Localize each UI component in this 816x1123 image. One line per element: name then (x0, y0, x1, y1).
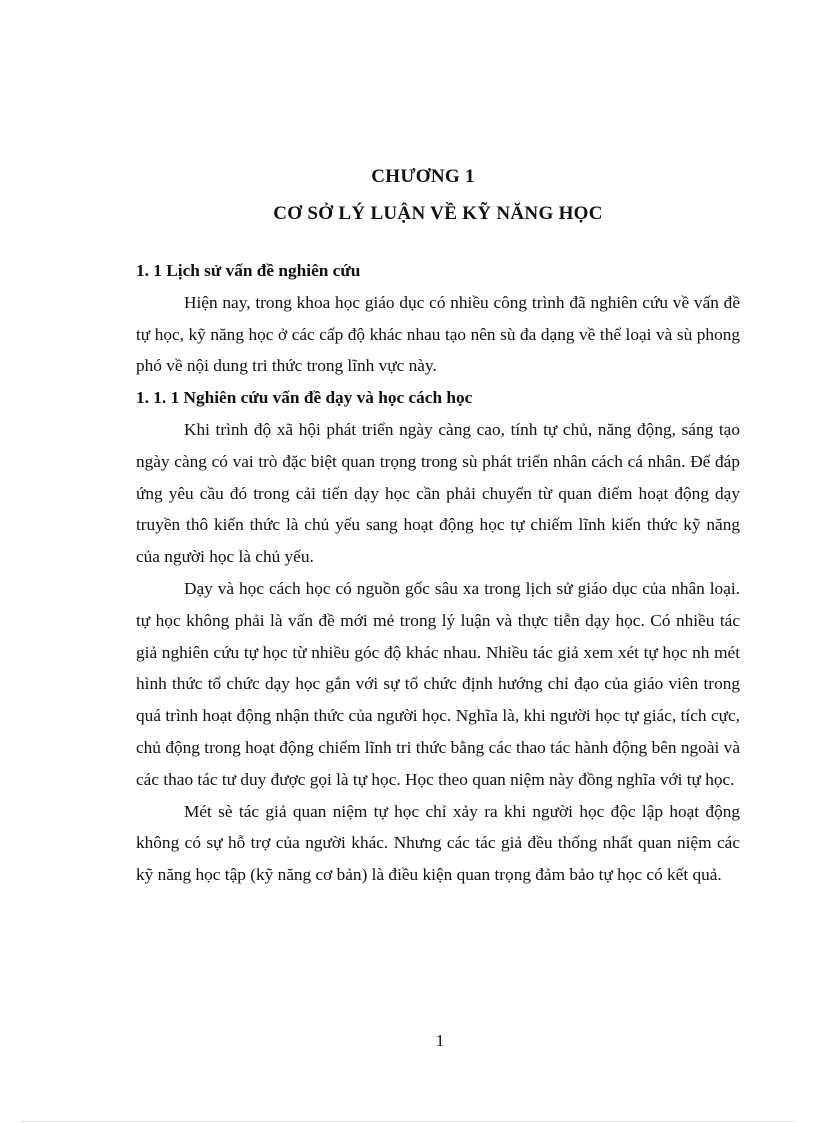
section-heading-history: 1. 1 Lịch sử vấn đề nghiên cứu (136, 261, 361, 280)
chapter-label: CHƯƠNG 1 (371, 166, 475, 187)
paragraph: Hiện nay, trong khoa học giáo dục có nhiều công trình đã nghiên cứu về vấn đề tự học, kỹ năng học ở các cấp độ khác nhau tạo nên sù đa dạng về thể loại và sù phong phó về nội dung tri thức trong lĩnh vực này. (136, 292, 740, 376)
paragraph: Dạy và học cách học có nguồn gốc sâu xa trong lịch sử giáo dục của nhân loại. tự học không phải là vấn đề mới mẻ trong lý luận và thực tiễn dạy học. Có nhiều tác giả nghiên cứu tự học từ nhiều góc độ khác nhau. Nhiều tác giả xem xét tự học nh mét hình thức tổ chức dạy học gắn với sự tổ chức định hướng chỉ đạo của giáo viên trong quá trình hoạt động nhận thức của người học. Nghĩa là, khi người học tự giác, tích cực, chủ động trong hoạt động chiếm lĩnh tri thức bằng các thao tác hành động bên ngoài và các thao tác tư duy được gọi là tự học. Học theo quan niệm này đồng nghĩa với tự học. (136, 578, 740, 789)
chapter-title: CƠ SỞ LÝ LUẬN VỀ KỸ NĂNG HỌC (273, 203, 603, 224)
paragraph: Mét sè tác giả quan niệm tự học chỉ xảy ra khi người học độc lập hoạt động không có sự hỗ trợ của người khác. Nhưng các tác giả đều thống nhất quan niệm các kỹ năng học tập (kỹ năng cơ bản) là điều kiện quan trọng đảm bảo tự học có kết quả. (136, 801, 740, 885)
page-bottom-divider (22, 1121, 794, 1122)
subsection-heading-learning-how-to-learn: 1. 1. 1 Nghiên cứu vấn đề dạy và học cách học (136, 388, 473, 408)
body-content (136, 255, 740, 891)
page-number: 1 (435, 1031, 445, 1050)
paragraph: Khi trình độ xã hội phát triển ngày càng cao, tính tự chủ, năng động, sáng tạo ngày càng có vai trò đặc biệt quan trọng trong sù phát triển nhân cách cá nhân. Để đáp ứng yêu cầu đó trong cải tiến dạy học cần phải chuyển từ quan điểm hoạt động dạy truyền thô kiến thức là chủ yếu sang hoạt động học tự chiếm lĩnh kiến thức kỹ năng của người học là chủ yếu. (136, 419, 740, 567)
